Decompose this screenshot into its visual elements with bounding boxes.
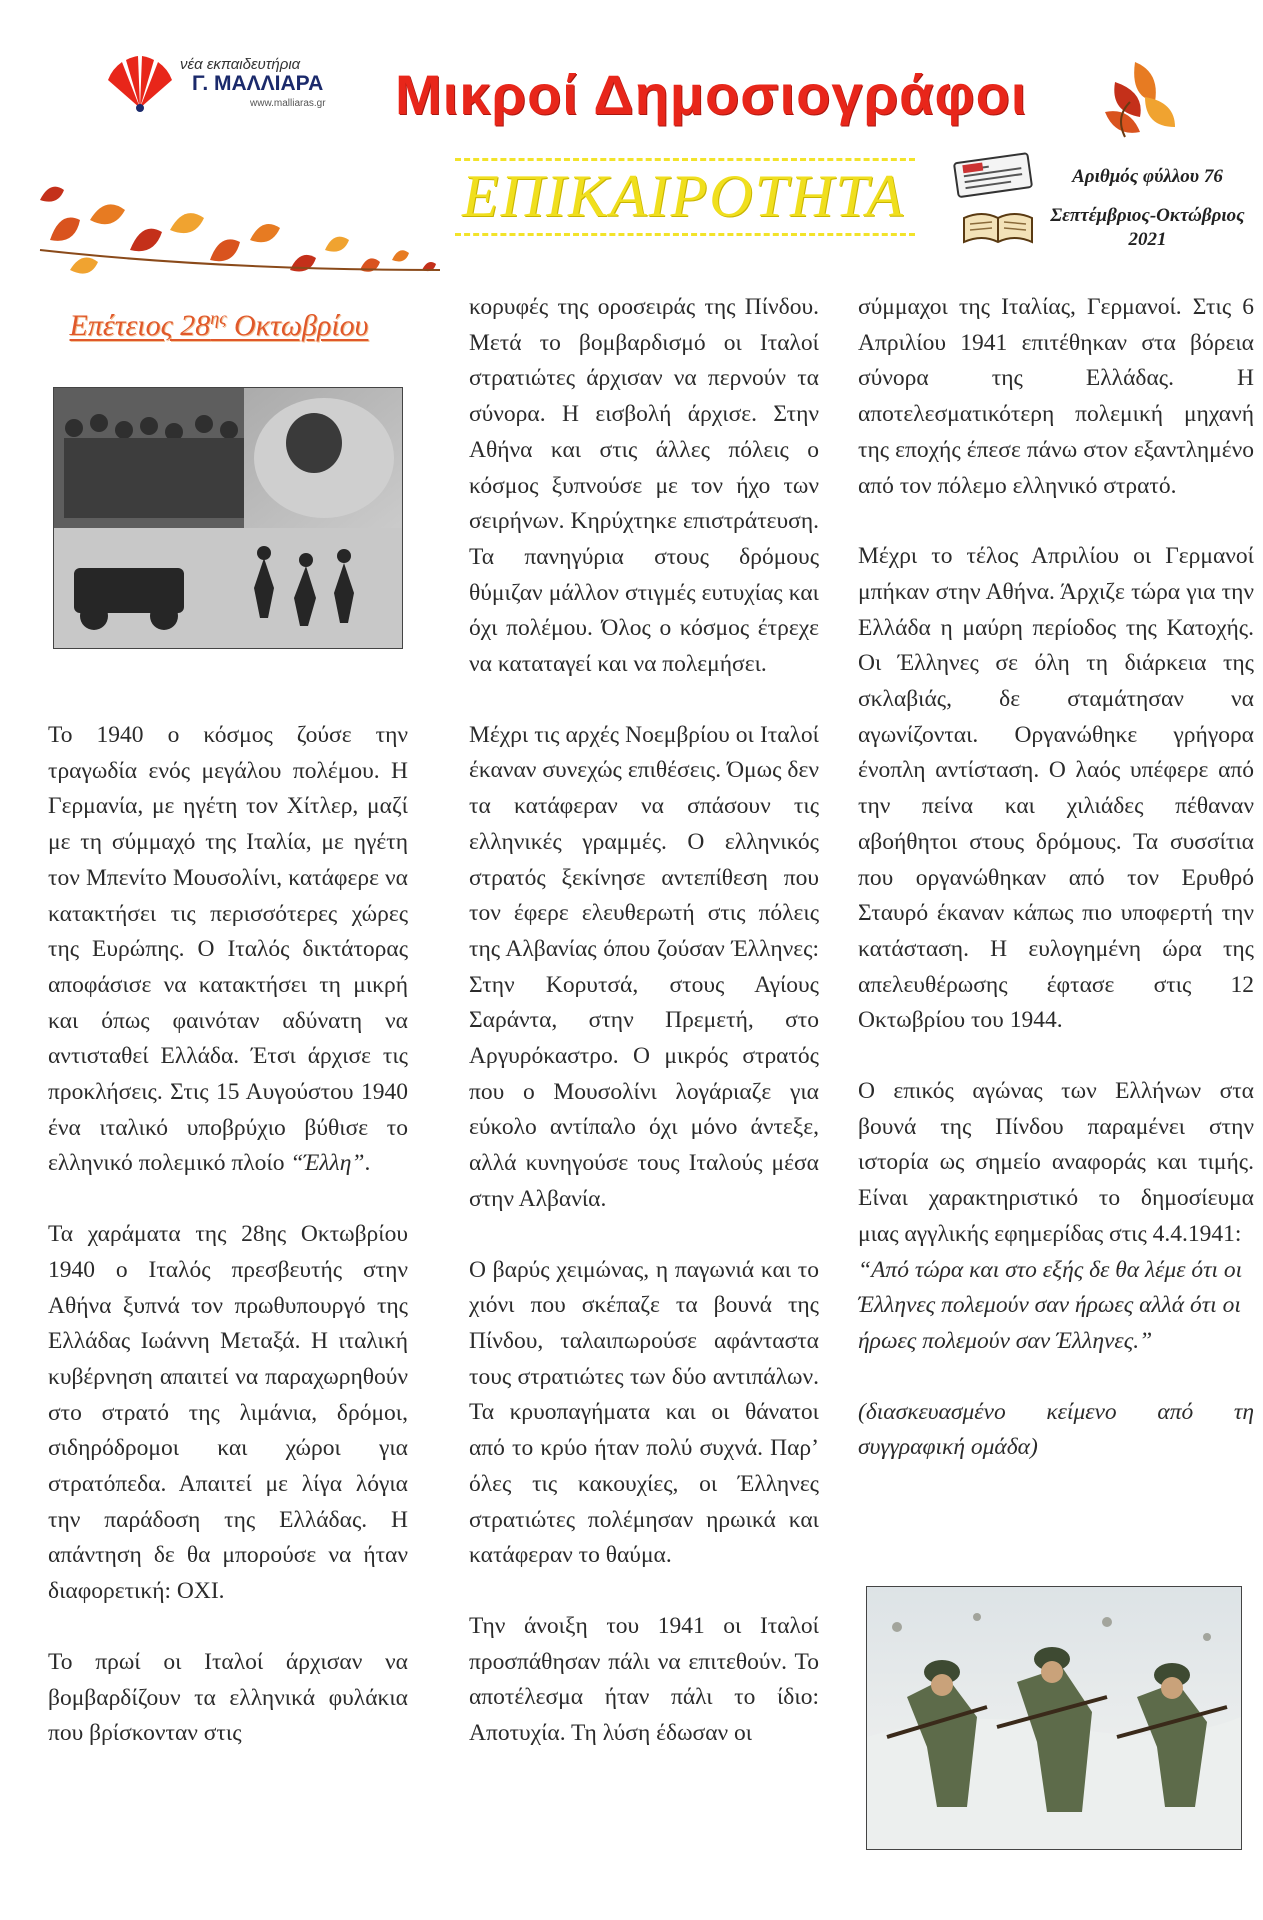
logo-line2: Γ. ΜΑΛΛΙΑΡΑ	[192, 72, 324, 95]
article-title-sup: ης	[210, 308, 227, 328]
paragraph-text: Το 1940 ο κόσμος ζούσε την τραγωδία ενός μεγάλου πολέμου. Η Γερμανία, με ηγέτη τον Χίτλερ, μαζί με τη σύμμαχό της Ιταλία, με ηγέτη τον Μπενίτο Μουσολίνι, κατάφερε να κατακτήσει τις περισσότερες χώρες της Ευρώπης. Ο Ιταλός δικτάτορας αποφάσισε να κατακτήσει τη μικρή και όπως φαινόταν αδύνατη να αντισταθεί Ελλάδα. Έτσι άρχισε τις προκλήσεις. Στις 15 Αυγούστου 1940 ένα ιταλικό υποβρύχιο βύθισε το ελληνικό πολεμικό πλοίο	[48, 722, 408, 1177]
article-column-2	[469, 290, 819, 1787]
open-book-icon	[958, 204, 1038, 250]
article-title-main: Επέτειος 28	[69, 309, 211, 342]
paragraph: Το 1940 ο κόσμος ζούσε την τραγωδία ενός μεγάλου πολέμου. Η Γερμανία, με ηγέτη τον Χίτλερ, μαζί με τη σύμμαχό της Ιταλία, με ηγέτη τον Μπενίτο Μουσολίνι, κατάφερε να κατακτήσει τις περισσότερες χώρες της Ευρώπης. Ο Ιταλός δικτάτορας αποφάσισε να κατακτήσει τη μικρή και όπως φαινόταν αδύνατη να αντισταθεί Ελλάδα. Έτσι άρχισε τις προκλήσεις. Στις 15 Αυγούστου 1940 ένα ιταλικό υποβρύχιο βύθισε το ελληνικό πολεμικό πλοίο “Έλλη”.	[48, 722, 408, 1177]
paragraph: Μέχρι το τέλος Απριλίου οι Γερμανοί μπήκαν στην Αθήνα. Άρχιζε τώρα για την Ελλάδα η μαύρη περίοδος της Κατοχής. Οι Έλληνες σε όλη τη διάρκεια της σκλαβιάς, δε σταμάτησαν να αγωνίζονται. Οργανώθηκε γρήγορα ένοπλη αντίσταση. Ο λαός υπέφερε από την πείνα και χιλιάδες πέθαναν αβοήθητοι στους δρόμους. Τα συσσίτια που οργανώθηκαν από τον Ερυθρό Σταυρό έκαναν κάπως πιο υποφερτή την κατάσταση. Η ευλογημένη ώρα της απελευθέρωσης έφτασε στις 12 Οκτωβρίου του 1944.	[858, 543, 1254, 1034]
school-logo	[100, 48, 330, 118]
soldiers-painting	[866, 1586, 1242, 1850]
paragraph: κορυφές της οροσειράς της Πίνδου. Μετά το βομβαρδισμό οι Ιταλοί στρατιώτες άρχισαν να περνούν τα σύνορα. Η εισβολή άρχισε. Στην Αθήνα και στις άλλες πόλεις ο κόσμος ξυπνούσε με τον ήχο των σειρήνων. Κηρύχτηκε επιστράτευση. Τα πανηγύρια στους δρόμους θύμιζαν μάλλον στιγμές ευτυχίας και όχι πολέμου. Όλος ο κόσμος έτρεχε να καταταγεί και να πολεμήσει.	[469, 294, 819, 678]
paragraph: Την άνοιξη του 1941 οι Ιταλοί προσπάθησαν πάλι να επιτεθούν. Το αποτέλεσμα ήταν πάλι το ίδιο: Αποτυχία. Τη λύση έδωσαν οι	[469, 1612, 819, 1747]
article-column-1	[48, 718, 408, 1787]
logo-line1: νέα εκπαιδευτήρια	[180, 56, 301, 73]
paragraph: Ο επικός αγώνας των Ελλήνων στα βουνά της Πίνδου παραμένει στην ιστορία ως σημείο αναφοράς και τιμής. Είναι χαρακτηριστικό το δημοσίευμα μιας αγγλικής εφημερίδας στις 4.4.1941:	[858, 1078, 1254, 1247]
fan-logo-icon	[100, 50, 180, 112]
autumn-leaf-cluster-icon	[1085, 52, 1185, 147]
paragraph: Ο βαρύς χειμώνας, η παγωνιά και το χιόνι που σκέπαζε τα βουνά της Πίνδου, ταλαιπωρούσε αφάνταστα τους στρατιώτες των δύο αντιπάλων. Τα κρυοπαγήματα και οι θάνατοι από το κρύο ήταν πολύ συχνά. Παρ’ όλες τις κακουχίες, οι Έλληνες στρατιώτες πολέμησαν ηρωικά και κατάφεραν το θαύμα.	[469, 1256, 819, 1569]
autumn-leaves-icon	[20, 120, 460, 300]
paragraph: Το πρωί οι Ιταλοί άρχισαν να βομβαρδίζουν τα ελληνικά φυλάκια που βρίσκονταν στις	[48, 1648, 408, 1747]
article-credit: (διασκευασμένο κείμενο από τη συγγραφική ομάδα)	[858, 1398, 1254, 1461]
issue-date: Σεπτέμβριος-Οκτώβριος 2021	[1050, 205, 1245, 250]
article-title-end: Οκτωβρίου	[226, 309, 369, 342]
masthead-title: Μικροί Δημοσιογράφοι	[395, 63, 1028, 126]
historical-photo-collage	[53, 387, 403, 649]
logo-url: www.malliaras.gr	[250, 98, 326, 109]
article-title	[60, 308, 378, 343]
newspaper-icon	[950, 152, 1038, 198]
ship-name: “Έλλη”	[290, 1150, 365, 1177]
article-column-3	[858, 290, 1254, 1501]
paragraph: Τα χαράματα της 28ης Οκτωβρίου 1940 ο Ιταλός πρεσβευτής στην Αθήνα ξυπνά τον πρωθυπουργό της Ελλάδας Ιωάννη Μεταξά. Η ιταλική κυβέρνηση απαιτεί να παραχωρηθούν στο στρατό της λιμάνια, δρόμοι, σιδηρόδρομοι και χώροι για στρατόπεδα. Απαιτεί με λίγα λόγια την παράδοση της Ελλάδας. Η απάντηση δε θα μπορούσε να ήταν διαφορετική: ΟΧΙ.	[48, 1221, 408, 1605]
newspaper-quote: “Από τώρα και στο εξής δε θα λέμε ότι οι Έλληνες πολεμούν σαν ήρωες αλλά ότι οι ήρωες πολεμούν σαν Έλληνες.”	[858, 1256, 1243, 1354]
issue-number: Αριθμός φύλλου 76	[1072, 166, 1223, 187]
section-title: ΕΠΙΚΑΙΡΟΤΗΤΑ	[462, 163, 905, 229]
paragraph: Μέχρι τις αρχές Νοεμβρίου οι Ιταλοί έκαναν συνεχώς επιθέσεις. Όμως δεν τα κατάφεραν να σπάσουν τις ελληνικές γραμμές. Ο ελληνικός στρατός ξεκίνησε αντεπίθεση που τον έφερε ελευθερωτή στις πόλεις της Αλβανίας όπου ζούσαν Έλληνες: Στην Κορυτσά, στους Αγίους Σαράντα, στην Πρεμετή, στο Αργυρόκαστρο. Ο μικρός στρατός που ο Μουσολίνι λογάριαζε για εύκολο αντίπαλο όχι μόνο άντεξε, αλλά κυνηγούσε τους Ιταλούς μέσα στην Αλβανία.	[469, 721, 819, 1212]
paragraph: σύμμαχοι της Ιταλίας, Γερμανοί. Στις 6 Απριλίου 1941 επιτέθηκαν στα βόρεια σύνορα της Ελλάδας. Η αποτελεσματικότερη πολεμική μηχανή της εποχής έπεσε πάνω στον εξαντλημένο από τον πόλεμο ελληνικό στρατό.	[858, 294, 1254, 499]
